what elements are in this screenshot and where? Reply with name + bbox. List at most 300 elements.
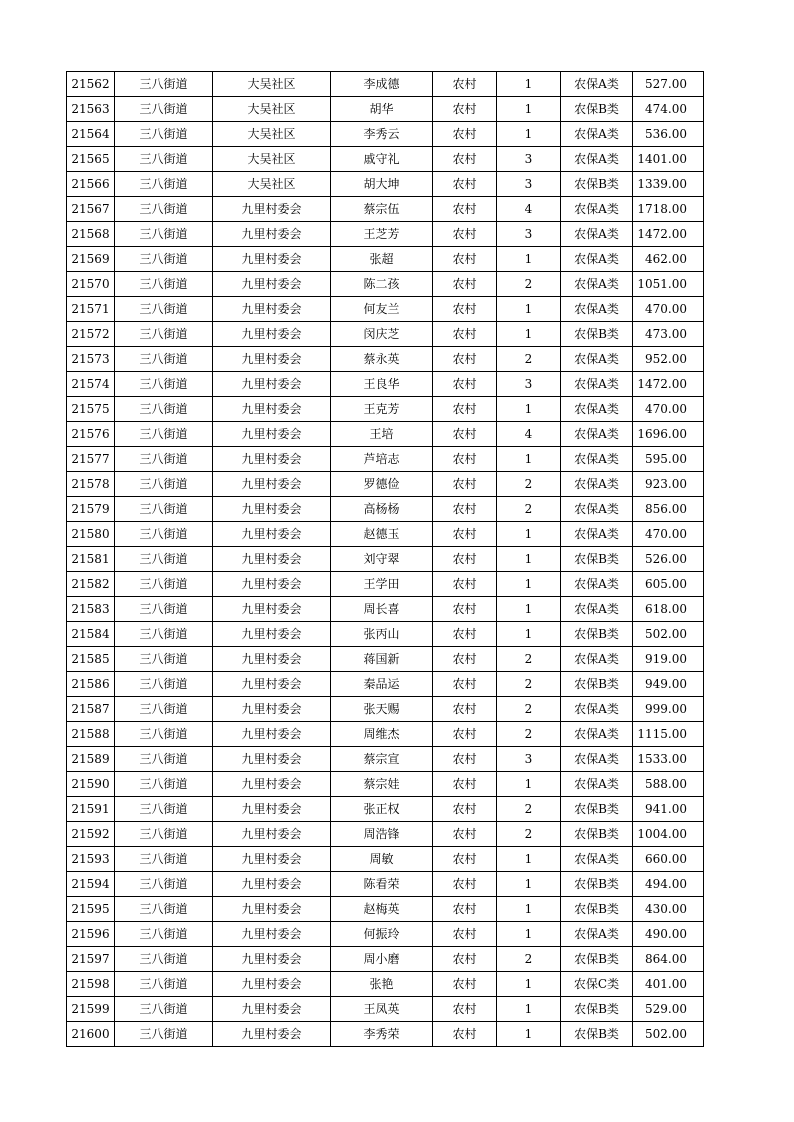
household-size-cell: 1	[497, 547, 561, 572]
subdistrict-cell: 三八街道	[115, 122, 213, 147]
subdistrict-cell: 三八街道	[115, 1022, 213, 1047]
name-cell: 周浩锋	[331, 822, 433, 847]
table-row	[67, 722, 704, 747]
table-row	[67, 422, 704, 447]
serial-number-cell: 21569	[67, 247, 115, 272]
community-cell: 九里村委会	[213, 347, 331, 372]
insurance-category-cell: 农保A类	[561, 147, 633, 172]
household-size-cell: 1	[497, 997, 561, 1022]
table-row	[67, 647, 704, 672]
household-size-cell: 2	[497, 472, 561, 497]
community-cell: 九里村委会	[213, 497, 331, 522]
table-row	[67, 222, 704, 247]
household-type-cell: 农村	[433, 397, 497, 422]
community-cell: 九里村委会	[213, 397, 331, 422]
subdistrict-cell: 三八街道	[115, 772, 213, 797]
insurance-category-cell: 农保A类	[561, 122, 633, 147]
amount-cell: 949.00	[633, 672, 704, 697]
household-size-cell: 1	[497, 872, 561, 897]
community-cell: 九里村委会	[213, 522, 331, 547]
household-type-cell: 农村	[433, 697, 497, 722]
name-cell: 秦品运	[331, 672, 433, 697]
amount-cell: 502.00	[633, 622, 704, 647]
household-type-cell: 农村	[433, 172, 497, 197]
household-size-cell: 4	[497, 422, 561, 447]
serial-number-cell: 21584	[67, 622, 115, 647]
table-row	[67, 697, 704, 722]
subdistrict-cell: 三八街道	[115, 797, 213, 822]
amount-cell: 494.00	[633, 872, 704, 897]
serial-number-cell: 21583	[67, 597, 115, 622]
serial-number-cell: 21599	[67, 997, 115, 1022]
household-size-cell: 2	[497, 272, 561, 297]
household-type-cell: 农村	[433, 272, 497, 297]
name-cell: 胡华	[331, 97, 433, 122]
household-type-cell: 农村	[433, 947, 497, 972]
household-size-cell: 1	[497, 622, 561, 647]
serial-number-cell: 21565	[67, 147, 115, 172]
insurance-category-cell: 农保B类	[561, 1022, 633, 1047]
community-cell: 九里村委会	[213, 897, 331, 922]
amount-cell: 470.00	[633, 397, 704, 422]
household-type-cell: 农村	[433, 222, 497, 247]
household-size-cell: 1	[497, 72, 561, 97]
table-row	[67, 897, 704, 922]
household-type-cell: 农村	[433, 797, 497, 822]
amount-cell: 470.00	[633, 522, 704, 547]
name-cell: 芦培志	[331, 447, 433, 472]
insurance-category-cell: 农保B类	[561, 672, 633, 697]
community-cell: 九里村委会	[213, 697, 331, 722]
community-cell: 大吴社区	[213, 97, 331, 122]
community-cell: 九里村委会	[213, 797, 331, 822]
serial-number-cell: 21573	[67, 347, 115, 372]
name-cell: 赵德玉	[331, 522, 433, 547]
household-type-cell: 农村	[433, 597, 497, 622]
name-cell: 周敏	[331, 847, 433, 872]
table-row	[67, 472, 704, 497]
community-cell: 九里村委会	[213, 472, 331, 497]
household-size-cell: 3	[497, 222, 561, 247]
subdistrict-cell: 三八街道	[115, 722, 213, 747]
subdistrict-cell: 三八街道	[115, 972, 213, 997]
name-cell: 王克芳	[331, 397, 433, 422]
insurance-category-cell: 农保A类	[561, 347, 633, 372]
table-row	[67, 572, 704, 597]
name-cell: 蔡宗娃	[331, 772, 433, 797]
serial-number-cell: 21595	[67, 897, 115, 922]
table-row	[67, 372, 704, 397]
community-cell: 九里村委会	[213, 197, 331, 222]
community-cell: 大吴社区	[213, 122, 331, 147]
community-cell: 大吴社区	[213, 72, 331, 97]
household-size-cell: 2	[497, 722, 561, 747]
table-row	[67, 1022, 704, 1047]
serial-number-cell: 21579	[67, 497, 115, 522]
household-type-cell: 农村	[433, 1022, 497, 1047]
serial-number-cell: 21574	[67, 372, 115, 397]
amount-cell: 1533.00	[633, 747, 704, 772]
table-row	[67, 72, 704, 97]
name-cell: 李成德	[331, 72, 433, 97]
household-size-cell: 1	[497, 972, 561, 997]
insurance-category-cell: 农保A类	[561, 647, 633, 672]
amount-cell: 470.00	[633, 297, 704, 322]
community-cell: 九里村委会	[213, 997, 331, 1022]
subdistrict-cell: 三八街道	[115, 222, 213, 247]
table-row	[67, 122, 704, 147]
subdistrict-cell: 三八街道	[115, 472, 213, 497]
community-cell: 九里村委会	[213, 747, 331, 772]
serial-number-cell: 21597	[67, 947, 115, 972]
insurance-category-cell: 农保A类	[561, 597, 633, 622]
insurance-category-cell: 农保A类	[561, 447, 633, 472]
insurance-category-cell: 农保B类	[561, 997, 633, 1022]
name-cell: 陈二孩	[331, 272, 433, 297]
insurance-category-cell: 农保A类	[561, 397, 633, 422]
serial-number-cell: 21572	[67, 322, 115, 347]
household-size-cell: 2	[497, 647, 561, 672]
amount-cell: 462.00	[633, 247, 704, 272]
community-cell: 九里村委会	[213, 872, 331, 897]
insurance-category-cell: 农保A类	[561, 922, 633, 947]
serial-number-cell: 21562	[67, 72, 115, 97]
table-row	[67, 797, 704, 822]
insurance-category-cell: 农保A类	[561, 747, 633, 772]
name-cell: 周小磨	[331, 947, 433, 972]
household-type-cell: 农村	[433, 972, 497, 997]
serial-number-cell: 21592	[67, 822, 115, 847]
household-type-cell: 农村	[433, 647, 497, 672]
amount-cell: 430.00	[633, 897, 704, 922]
community-cell: 九里村委会	[213, 272, 331, 297]
household-size-cell: 1	[497, 897, 561, 922]
community-cell: 九里村委会	[213, 622, 331, 647]
name-cell: 李秀云	[331, 122, 433, 147]
name-cell: 陈看荣	[331, 872, 433, 897]
insurance-category-cell: 农保B类	[561, 797, 633, 822]
name-cell: 周维杰	[331, 722, 433, 747]
household-type-cell: 农村	[433, 822, 497, 847]
household-size-cell: 2	[497, 822, 561, 847]
table-row	[67, 272, 704, 297]
household-type-cell: 农村	[433, 622, 497, 647]
subdistrict-cell: 三八街道	[115, 272, 213, 297]
insurance-category-cell: 农保B类	[561, 897, 633, 922]
amount-cell: 1472.00	[633, 222, 704, 247]
community-cell: 九里村委会	[213, 822, 331, 847]
amount-cell: 1051.00	[633, 272, 704, 297]
insurance-category-cell: 农保B类	[561, 97, 633, 122]
insurance-category-cell: 农保C类	[561, 972, 633, 997]
subdistrict-cell: 三八街道	[115, 72, 213, 97]
household-type-cell: 农村	[433, 297, 497, 322]
household-size-cell: 2	[497, 947, 561, 972]
household-type-cell: 农村	[433, 247, 497, 272]
household-size-cell: 2	[497, 347, 561, 372]
insurance-category-cell: 农保A类	[561, 372, 633, 397]
subdistrict-cell: 三八街道	[115, 247, 213, 272]
community-cell: 九里村委会	[213, 547, 331, 572]
table-row	[67, 772, 704, 797]
subdistrict-cell: 三八街道	[115, 897, 213, 922]
household-size-cell: 1	[497, 597, 561, 622]
household-size-cell: 1	[497, 122, 561, 147]
serial-number-cell: 21596	[67, 922, 115, 947]
table-row	[67, 947, 704, 972]
subdistrict-cell: 三八街道	[115, 372, 213, 397]
household-size-cell: 2	[497, 697, 561, 722]
insurance-category-cell: 农保A类	[561, 272, 633, 297]
table-row	[67, 747, 704, 772]
serial-number-cell: 21588	[67, 722, 115, 747]
community-cell: 九里村委会	[213, 222, 331, 247]
name-cell: 王良华	[331, 372, 433, 397]
name-cell: 周长喜	[331, 597, 433, 622]
subdistrict-cell: 三八街道	[115, 697, 213, 722]
community-cell: 九里村委会	[213, 1022, 331, 1047]
serial-number-cell: 21590	[67, 772, 115, 797]
community-cell: 大吴社区	[213, 147, 331, 172]
household-size-cell: 1	[497, 447, 561, 472]
community-cell: 九里村委会	[213, 672, 331, 697]
community-cell: 九里村委会	[213, 322, 331, 347]
subdistrict-cell: 三八街道	[115, 622, 213, 647]
insurance-category-cell: 农保A类	[561, 497, 633, 522]
household-size-cell: 1	[497, 772, 561, 797]
household-type-cell: 农村	[433, 472, 497, 497]
serial-number-cell: 21598	[67, 972, 115, 997]
household-type-cell: 农村	[433, 72, 497, 97]
insurance-category-cell: 农保B类	[561, 947, 633, 972]
subdistrict-cell: 三八街道	[115, 97, 213, 122]
amount-cell: 999.00	[633, 697, 704, 722]
serial-number-cell: 21594	[67, 872, 115, 897]
amount-cell: 473.00	[633, 322, 704, 347]
subdistrict-cell: 三八街道	[115, 747, 213, 772]
amount-cell: 1472.00	[633, 372, 704, 397]
household-size-cell: 3	[497, 172, 561, 197]
table-row	[67, 97, 704, 122]
subdistrict-cell: 三八街道	[115, 672, 213, 697]
name-cell: 戚守礼	[331, 147, 433, 172]
assistance-roster-table	[66, 71, 704, 1047]
serial-number-cell: 21576	[67, 422, 115, 447]
household-type-cell: 农村	[433, 197, 497, 222]
subdistrict-cell: 三八街道	[115, 547, 213, 572]
serial-number-cell: 21578	[67, 472, 115, 497]
name-cell: 王凤英	[331, 997, 433, 1022]
table-row	[67, 197, 704, 222]
name-cell: 赵梅英	[331, 897, 433, 922]
insurance-category-cell: 农保A类	[561, 247, 633, 272]
serial-number-cell: 21564	[67, 122, 115, 147]
insurance-category-cell: 农保A类	[561, 222, 633, 247]
subdistrict-cell: 三八街道	[115, 297, 213, 322]
insurance-category-cell: 农保A类	[561, 847, 633, 872]
household-size-cell: 3	[497, 372, 561, 397]
amount-cell: 919.00	[633, 647, 704, 672]
household-type-cell: 农村	[433, 772, 497, 797]
insurance-category-cell: 农保A类	[561, 297, 633, 322]
insurance-category-cell: 农保A类	[561, 422, 633, 447]
serial-number-cell: 21566	[67, 172, 115, 197]
community-cell: 九里村委会	[213, 247, 331, 272]
community-cell: 九里村委会	[213, 847, 331, 872]
insurance-category-cell: 农保A类	[561, 697, 633, 722]
serial-number-cell: 21593	[67, 847, 115, 872]
table-row	[67, 872, 704, 897]
household-type-cell: 农村	[433, 897, 497, 922]
amount-cell: 1718.00	[633, 197, 704, 222]
community-cell: 九里村委会	[213, 447, 331, 472]
household-type-cell: 农村	[433, 722, 497, 747]
amount-cell: 595.00	[633, 447, 704, 472]
household-type-cell: 农村	[433, 422, 497, 447]
subdistrict-cell: 三八街道	[115, 922, 213, 947]
table-row	[67, 622, 704, 647]
insurance-category-cell: 农保A类	[561, 722, 633, 747]
name-cell: 蔡宗伍	[331, 197, 433, 222]
community-cell: 九里村委会	[213, 922, 331, 947]
household-size-cell: 1	[497, 522, 561, 547]
subdistrict-cell: 三八街道	[115, 597, 213, 622]
name-cell: 王学田	[331, 572, 433, 597]
amount-cell: 588.00	[633, 772, 704, 797]
insurance-category-cell: 农保A类	[561, 522, 633, 547]
household-size-cell: 1	[497, 247, 561, 272]
community-cell: 九里村委会	[213, 972, 331, 997]
subdistrict-cell: 三八街道	[115, 997, 213, 1022]
household-type-cell: 农村	[433, 447, 497, 472]
name-cell: 张天赐	[331, 697, 433, 722]
household-size-cell: 1	[497, 322, 561, 347]
community-cell: 九里村委会	[213, 722, 331, 747]
household-size-cell: 2	[497, 672, 561, 697]
amount-cell: 527.00	[633, 72, 704, 97]
insurance-category-cell: 农保A类	[561, 72, 633, 97]
serial-number-cell: 21568	[67, 222, 115, 247]
household-type-cell: 农村	[433, 347, 497, 372]
amount-cell: 941.00	[633, 797, 704, 822]
insurance-category-cell: 农保A类	[561, 197, 633, 222]
household-type-cell: 农村	[433, 547, 497, 572]
table-row	[67, 297, 704, 322]
table-row	[67, 497, 704, 522]
name-cell: 张正权	[331, 797, 433, 822]
household-type-cell: 农村	[433, 97, 497, 122]
insurance-category-cell: 农保A类	[561, 572, 633, 597]
serial-number-cell: 21587	[67, 697, 115, 722]
name-cell: 何振玲	[331, 922, 433, 947]
amount-cell: 401.00	[633, 972, 704, 997]
community-cell: 九里村委会	[213, 947, 331, 972]
serial-number-cell: 21591	[67, 797, 115, 822]
insurance-category-cell: 农保B类	[561, 172, 633, 197]
table-row	[67, 347, 704, 372]
serial-number-cell: 21575	[67, 397, 115, 422]
household-size-cell: 1	[497, 847, 561, 872]
subdistrict-cell: 三八街道	[115, 947, 213, 972]
amount-cell: 1401.00	[633, 147, 704, 172]
serial-number-cell: 21571	[67, 297, 115, 322]
table-row	[67, 597, 704, 622]
serial-number-cell: 21577	[67, 447, 115, 472]
table-row	[67, 547, 704, 572]
subdistrict-cell: 三八街道	[115, 522, 213, 547]
serial-number-cell: 21589	[67, 747, 115, 772]
table-row	[67, 847, 704, 872]
subdistrict-cell: 三八街道	[115, 847, 213, 872]
name-cell: 蔡宗宣	[331, 747, 433, 772]
insurance-category-cell: 农保B类	[561, 622, 633, 647]
community-cell: 九里村委会	[213, 297, 331, 322]
name-cell: 蒋国新	[331, 647, 433, 672]
name-cell: 胡大坤	[331, 172, 433, 197]
household-size-cell: 1	[497, 922, 561, 947]
name-cell: 高杨杨	[331, 497, 433, 522]
subdistrict-cell: 三八街道	[115, 822, 213, 847]
insurance-category-cell: 农保B类	[561, 322, 633, 347]
table-body	[67, 72, 704, 1047]
name-cell: 李秀荣	[331, 1022, 433, 1047]
household-type-cell: 农村	[433, 372, 497, 397]
amount-cell: 529.00	[633, 997, 704, 1022]
household-type-cell: 农村	[433, 122, 497, 147]
subdistrict-cell: 三八街道	[115, 147, 213, 172]
household-size-cell: 2	[497, 497, 561, 522]
subdistrict-cell: 三八街道	[115, 422, 213, 447]
subdistrict-cell: 三八街道	[115, 872, 213, 897]
amount-cell: 1696.00	[633, 422, 704, 447]
household-type-cell: 农村	[433, 847, 497, 872]
community-cell: 九里村委会	[213, 422, 331, 447]
name-cell: 王培	[331, 422, 433, 447]
serial-number-cell: 21586	[67, 672, 115, 697]
amount-cell: 536.00	[633, 122, 704, 147]
serial-number-cell: 21581	[67, 547, 115, 572]
name-cell: 王芝芳	[331, 222, 433, 247]
serial-number-cell: 21570	[67, 272, 115, 297]
amount-cell: 1115.00	[633, 722, 704, 747]
amount-cell: 474.00	[633, 97, 704, 122]
amount-cell: 605.00	[633, 572, 704, 597]
household-size-cell: 1	[497, 572, 561, 597]
name-cell: 罗德俭	[331, 472, 433, 497]
table-row	[67, 997, 704, 1022]
subdistrict-cell: 三八街道	[115, 347, 213, 372]
subdistrict-cell: 三八街道	[115, 572, 213, 597]
community-cell: 九里村委会	[213, 597, 331, 622]
household-type-cell: 农村	[433, 522, 497, 547]
insurance-category-cell: 农保B类	[561, 872, 633, 897]
table-row	[67, 247, 704, 272]
amount-cell: 1004.00	[633, 822, 704, 847]
household-size-cell: 3	[497, 147, 561, 172]
household-size-cell: 1	[497, 1022, 561, 1047]
household-type-cell: 农村	[433, 147, 497, 172]
table-row	[67, 147, 704, 172]
subdistrict-cell: 三八街道	[115, 447, 213, 472]
household-type-cell: 农村	[433, 922, 497, 947]
household-size-cell: 1	[497, 97, 561, 122]
insurance-category-cell: 农保B类	[561, 822, 633, 847]
table-row	[67, 822, 704, 847]
insurance-category-cell: 农保A类	[561, 772, 633, 797]
subdistrict-cell: 三八街道	[115, 647, 213, 672]
subdistrict-cell: 三八街道	[115, 497, 213, 522]
amount-cell: 1339.00	[633, 172, 704, 197]
